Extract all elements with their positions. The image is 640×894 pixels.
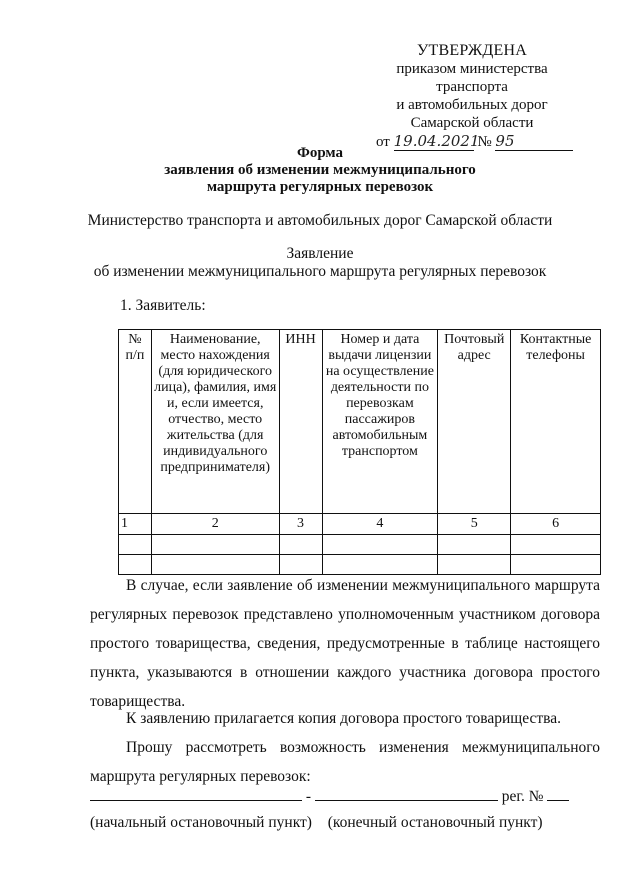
table-cell[interactable]	[438, 535, 511, 555]
approval-block	[362, 42, 582, 151]
form-title-line-2: заявления об изменении межмуниципального	[164, 162, 476, 178]
paragraph-1: В случае, если заявление об изменении межмуниципального маршрута регулярных перевозок представлено уполномоченным участником договора простого товарищества, сведения, предусмотренные в таблице настоящего пункта, указываются в отношении каждого участника договора простого товарищества.	[90, 577, 600, 710]
form-title	[0, 145, 640, 196]
form-title-line-1: Форма	[296, 145, 344, 161]
col-number-4: 4	[322, 514, 438, 535]
col-header-name: Наименование, место нахождения (для юридического лица), фамилия, имя и, если имеется, отчество, место жительства (для индивидуального предпринимателя)	[151, 330, 279, 514]
statement-line-1: Заявление	[286, 245, 354, 262]
route-fill-line	[90, 786, 600, 806]
table-cell[interactable]	[151, 535, 279, 555]
paragraph-attachment	[90, 704, 600, 733]
col-number-3: 3	[279, 514, 322, 535]
table-cell[interactable]	[119, 535, 152, 555]
col-number-2: 2	[151, 514, 279, 535]
paragraph-simple-partnership	[90, 571, 600, 716]
statement-heading	[0, 245, 640, 281]
route-captions	[90, 814, 543, 832]
reg-number-label: рег. №	[501, 788, 544, 805]
end-stop-field[interactable]	[315, 786, 498, 801]
ministry-name: Министерство транспорта и автомобильных дорог Самарской области	[87, 212, 553, 229]
applicant-table	[118, 329, 601, 575]
approval-line-1: приказом министерства транспорта	[396, 61, 548, 95]
col-header-postal: Почтовый адрес	[438, 330, 511, 514]
paragraph-2: К заявлению прилагается копия договора простого товарищества.	[126, 710, 562, 727]
table-row	[119, 535, 601, 555]
number-label: №	[477, 134, 492, 150]
paragraph-request	[90, 733, 600, 791]
col-header-phones: Контактные телефоны	[511, 330, 601, 514]
table-header-row	[119, 330, 601, 514]
approval-number: 95	[495, 132, 573, 151]
col-header-inn: ИНН	[279, 330, 322, 514]
col-header-license: Номер и дата выдачи лицензии на осуществление деятельности по перевозкам пассажиров автомобильным транспортом	[322, 330, 438, 514]
approval-line-3: Самарской области	[410, 115, 534, 131]
start-stop-caption: (начальный остановочный пункт)	[90, 814, 312, 831]
col-number-6: 6	[511, 514, 601, 535]
form-title-line-3: маршрута регулярных перевозок	[206, 179, 434, 195]
approval-title: УТВЕРЖДЕНА	[416, 42, 527, 59]
start-stop-field[interactable]	[90, 786, 302, 801]
paragraph-3: Прошу рассмотреть возможность изменения межмуниципального маршрута регулярных перевозок:	[90, 739, 600, 785]
applicant-label: 1. Заявитель:	[120, 297, 206, 314]
statement-line-2: об изменении межмуниципального маршрута регулярных перевозок	[93, 263, 547, 280]
approval-line-2: и автомобильных дорог	[396, 97, 548, 113]
route-dash: -	[305, 788, 312, 805]
col-number-1: 1	[119, 514, 152, 535]
table-cell[interactable]	[279, 535, 322, 555]
approval-date: 19.04.2021	[393, 132, 480, 150]
col-number-5: 5	[438, 514, 511, 535]
from-label: от	[376, 134, 390, 150]
col-header-number: № п/п	[119, 330, 152, 514]
end-stop-caption: (конечный остановочный пункт)	[327, 814, 543, 831]
table-cell[interactable]	[511, 535, 601, 555]
table-cell[interactable]	[322, 535, 438, 555]
table-number-row	[119, 514, 601, 535]
reg-number-field[interactable]	[547, 786, 569, 801]
